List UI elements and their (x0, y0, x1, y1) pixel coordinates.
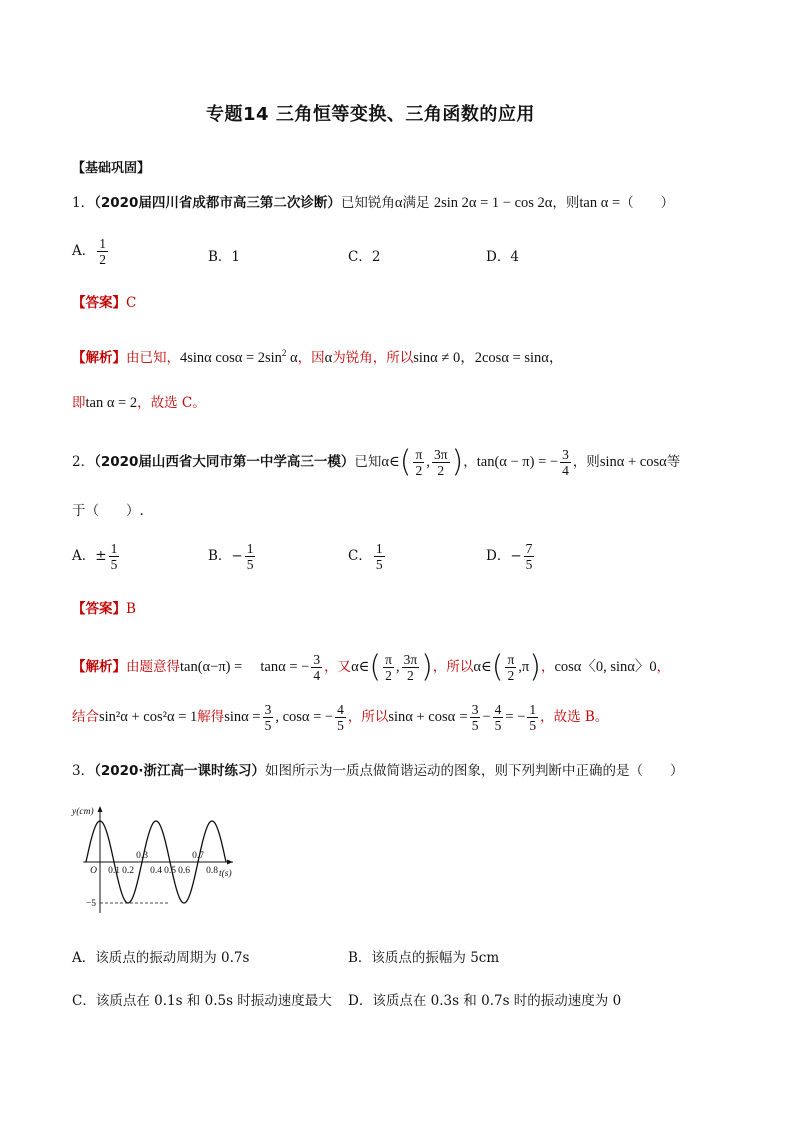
q2-in: α∈ (381, 454, 400, 470)
q2-option-b (208, 541, 257, 572)
q2-an-minus: − (482, 709, 491, 725)
q2-an-eq2: cosα〈0, sinα〉0 (554, 659, 657, 675)
q2-option-c-label: C． (348, 548, 372, 564)
q2-option-a-fraction: $\frac{1}{5}$ (110, 541, 118, 572)
x-axis-arrow (227, 860, 233, 865)
q3-number: 3． (72, 763, 95, 779)
q2-an-eq4: sinα = (224, 709, 261, 725)
x-tick-label: 0.1 (108, 866, 120, 876)
q1-analysis-line2 (72, 392, 206, 414)
q1-an-eq3: ，2cosα = sinα， (460, 349, 564, 366)
page-title: 专题14 三角恒等变换、三角函数的应用 (206, 104, 535, 125)
q1-analysis-line1 (72, 342, 563, 369)
x-axis-label: t(s) (219, 869, 232, 879)
q1-option-d: D．4 (486, 249, 519, 265)
q2-an-text4: 结合 (72, 709, 99, 725)
q1-text-b: 满足 (402, 195, 430, 211)
q1-text-a: 已知锐角 (340, 195, 395, 211)
q1-an-eq1: 4sinα $\cos\alpha = 2\sin^2$ α (180, 348, 298, 366)
q2-option-b-label: B．− (208, 548, 243, 564)
q2-option-d-label: D．− (486, 548, 522, 564)
vibration-chart (70, 800, 290, 918)
q2-number: 2． (72, 454, 95, 470)
q2-text-a: 已知 (354, 454, 382, 470)
q2-an-text2: ，又 (324, 659, 352, 675)
q2-analysis-tag: 【解析】 (72, 659, 126, 675)
q2-an-eq1: tan(α−π) = tanα = − (180, 659, 310, 675)
q1-text-c: ，则 (552, 195, 580, 211)
q2-an-text3: ，所以 (432, 659, 474, 675)
q2-text-b: ，则 (572, 454, 600, 470)
q3-stem (72, 760, 684, 782)
origin-label: O (90, 866, 97, 876)
q2-an-text6: ，所以 (347, 709, 389, 725)
q1-source: （2020届四川省成都市高三第二次诊断） (94, 195, 341, 211)
x-tick-label: 0.2 (122, 866, 134, 876)
q2-an-eq3: sin²α + cos²α = 1 (99, 709, 198, 725)
q3-option-d: D．该质点在 0.3s 和 0.7s 时的振动速度为 0 (348, 993, 622, 1009)
q1-an-text2: ，因 (297, 349, 325, 366)
q2-answer-tag: 【答案】 (72, 601, 126, 617)
q2-an-eq8: = − (505, 709, 526, 725)
y-tick-label: −5 (85, 899, 96, 909)
q1-blank: （ ） (620, 195, 675, 211)
q1-option-a-fraction (97, 236, 108, 267)
q2-paren-right: ) (451, 444, 464, 480)
x-tick-label: 0.6 (178, 866, 190, 876)
q2-option-a-label: A．± (72, 548, 107, 564)
q2-option-d (486, 541, 536, 572)
q1-an-text5: ，故选 C。 (137, 395, 206, 411)
q3-option-c: C．该质点在 0.1s 和 0.5s 时振动速度最大 (72, 993, 332, 1009)
q3-text: 如图所示为一质点做简谐运动的图象，则下列判断中正确的是（ ） (265, 763, 684, 779)
q2-option-d-fraction: $\frac{7}{5}$ (525, 541, 533, 572)
q2-answer-value: B (126, 601, 136, 617)
q1-equation: 2sin 2α = 1 − cos 2α (433, 195, 553, 211)
q2-text-c: 等 (666, 454, 681, 470)
q2-an-in-1: α∈ (351, 659, 370, 675)
q2-frac-3-4: $\frac{3}{4}$ (562, 447, 569, 478)
q2-an-eq5: , cosα = − (275, 709, 334, 725)
q2-stem-line2: 于（ ）. (72, 503, 144, 519)
q2-option-a (72, 541, 121, 572)
q2-an-frac-3-4: $\frac{3}{4}$ (313, 652, 321, 683)
q2-ask: sinα + cosα (599, 454, 667, 470)
q1-an-eq2: sinα ≠ 0 (413, 349, 461, 366)
y-axis-label: y(cm) (72, 807, 94, 817)
q2-an-text1: 由题意得 (126, 659, 180, 675)
q2-answer (72, 598, 136, 620)
q2-paren-left: ( (399, 444, 412, 480)
q2-frac-3pi-2: $\frac{3\pi}{2}$ (433, 447, 448, 478)
q2-analysis-line2: 结合sin²α + cos²α = 1解得sinα = $\frac{3}{5}$ , cosα = − $\frac{4}{5}$ ，所以sinα + cosα = $\frac{3}{5}$ − $\frac{4}{5}$ = − $\frac{1}{5}$ ，故选 B。 (72, 702, 609, 733)
q2-an-text5: 解得 (197, 709, 225, 725)
q1-number: 1． (72, 195, 95, 211)
q1-an-text3: 为锐角，所以 (332, 349, 414, 366)
x-tick-label: 0.7 (192, 851, 204, 861)
q1-answer-tag: 【答案】 (72, 295, 126, 311)
q2-tan-expr: tan(α − π) = − (476, 454, 559, 470)
q2-option-c (348, 541, 387, 572)
q1-stem (72, 192, 674, 214)
q1-analysis-tag: 【解析】 (72, 349, 126, 366)
q1-frac-den: 2 (99, 252, 106, 267)
q2-an-in-2: α∈ (473, 659, 492, 675)
q3-source: （2020·浙江高一课时练习） (94, 763, 266, 779)
q2-an-pi: π (521, 659, 530, 675)
x-tick-label: 0.8 (206, 866, 218, 876)
q2-an-text7: ，故选 B。 (540, 709, 609, 725)
q1-ask: tan α = (579, 195, 621, 211)
q2-source: （2020届山西省大同市第一中学高三一模） (94, 454, 355, 470)
q1-option-a (72, 236, 110, 267)
q1-option-a-label: A． (72, 243, 96, 259)
q2-frac-pi-2: $\frac{\pi}{2}$ (415, 447, 423, 478)
q1-an-text4: 即 (72, 395, 86, 411)
section-heading: 【基础巩固】 (72, 161, 151, 176)
q3-option-b: B．该质点的振幅为 5cm (348, 950, 500, 966)
x-tick-label: 0.4 (150, 866, 162, 876)
q2-option-b-fraction: $\frac{1}{5}$ (246, 541, 254, 572)
q1-an-alpha: α (324, 349, 333, 366)
q1-an-text1: 由已知， (126, 349, 180, 366)
q1-an-eq4: tan α = 2 (85, 395, 138, 411)
q3-option-a: A．该质点的振动周期为 0.7s (72, 950, 250, 966)
y-axis-arrow (98, 806, 103, 812)
q1-alpha: α (394, 195, 403, 211)
x-tick-label: 0.5 (164, 866, 176, 876)
q1-frac-num: 1 (99, 236, 106, 251)
q2-stem: 2．（2020届山西省大同市第一中学高三一模）已知α∈( $\frac{\pi}{2}$ , $\frac{3\pi}{2}$ )，tan(α − π) = − $\frac{3}{4}$ ，则sinα + cosα等 (72, 444, 681, 480)
q2-an-eq7: = (459, 709, 468, 725)
x-tick-label: 0.3 (136, 851, 148, 861)
q2-an-eq6: sinα + cosα (388, 709, 456, 725)
q1-option-c: C．2 (348, 249, 381, 265)
q1-option-b: B．1 (208, 249, 241, 265)
q1-answer-value: C (126, 295, 137, 311)
q2-option-c-fraction: $\frac{1}{5}$ (375, 541, 383, 572)
q2-analysis-line1: 【解析】由题意得tan(α−π) = tanα = − $\frac{3}{4}$ ，又α∈( $\frac{\pi}{2}$ , $\frac{3\pi}{2}$ )，所以α∈( $\frac{\pi}{2}$ ,π)，cosα〈0, sinα〉0， (72, 649, 671, 685)
q1-answer (72, 292, 136, 314)
